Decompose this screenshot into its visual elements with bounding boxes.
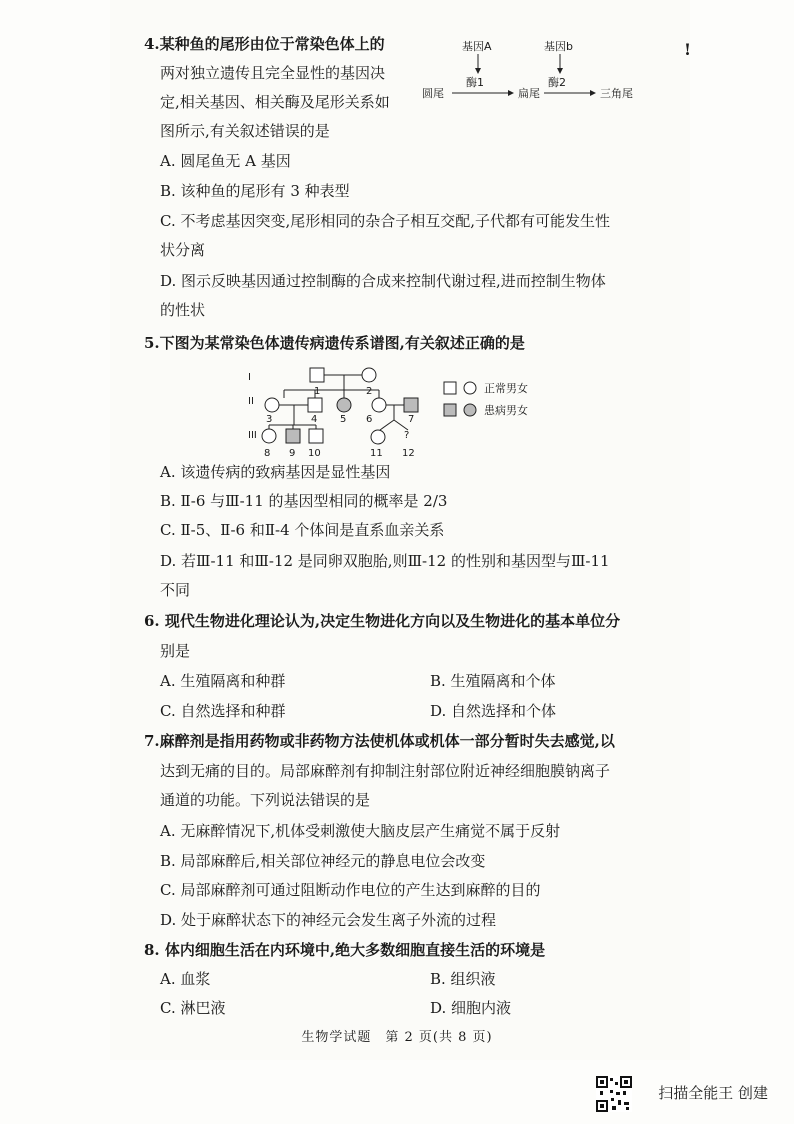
gene-b-label: 基因b: [544, 40, 573, 53]
q7-line-2: 达到无痛的目的。局部麻醉剂有抑制注射部位附近神经细胞膜钠离子: [160, 762, 611, 780]
q4-line-3: 定,相关基因、相关酶及尾形关系如: [160, 93, 390, 111]
individual-7: [404, 398, 418, 412]
q5-option-d-cont: 不同: [160, 581, 191, 599]
q4-option-a: A. 圆尾鱼无 A 基因: [160, 152, 291, 170]
number-1: 1: [314, 386, 321, 397]
scanner-watermark: 扫描全能王 创建: [658, 1084, 768, 1102]
individual-3: [265, 398, 279, 412]
q5-option-d: D. 若Ⅲ-11 和Ⅲ-12 是同卵双胞胎,则Ⅲ-12 的性别和基因型与Ⅲ-11: [160, 552, 610, 570]
individual-9: [286, 429, 300, 443]
gen-label-1: I: [248, 372, 251, 383]
number-6: 6: [366, 414, 373, 425]
q4-line-4: 图所示,有关叙述错误的是: [160, 122, 330, 140]
unknown-twin-mark: ?: [404, 430, 410, 441]
number-11: 11: [370, 448, 383, 459]
enzyme-pathway-diagram: [420, 30, 650, 110]
pedigree-chart: [244, 360, 584, 460]
flat-tail-label: 扁尾: [518, 87, 540, 100]
q6-line-1: 6. 现代生物进化理论认为,决定生物进化方向以及生物进化的基本单位分: [144, 612, 621, 630]
q7-line-1: 7.麻醉剂是指用药物或非药物方法使机体或机体一部分暂时失去感觉,以: [144, 732, 615, 750]
legend-normal-female: [464, 382, 476, 394]
q6-option-d: D. 自然选择和个体: [430, 702, 557, 720]
number-10: 10: [308, 448, 321, 459]
q8-option-d: D. 细胞内液: [430, 999, 512, 1017]
number-4: 4: [311, 414, 318, 425]
q7-option-a: A. 无麻醉情况下,机体受刺激使大脑皮层产生痛觉不属于反射: [160, 822, 561, 840]
q5-option-b: B. Ⅱ-6 与Ⅲ-11 的基因型相同的概率是 2/3: [160, 492, 448, 510]
q7-option-d: D. 处于麻醉状态下的神经元会发生离子外流的过程: [160, 911, 497, 929]
q5-option-c: C. Ⅱ-5、Ⅱ-6 和Ⅱ-4 个体间是直系血亲关系: [160, 521, 445, 539]
q8-stem: 8. 体内细胞生活在内环境中,绝大多数细胞直接生活的环境是: [144, 941, 546, 959]
q5-stem: 5.下图为某常染色体遗传病遗传系谱图,有关叙述正确的是: [144, 334, 525, 352]
individual-4: [308, 398, 322, 412]
q6-option-b: B. 生殖隔离和个体: [430, 672, 556, 690]
number-8: 8: [264, 448, 271, 459]
q8-option-b: B. 组织液: [430, 970, 496, 988]
q8-option-a: A. 血浆: [160, 970, 211, 988]
page-footer: 生物学试题 第 2 页(共 8 页): [301, 1030, 493, 1045]
legend-affected-female: [464, 404, 476, 416]
gen-label-2: II: [248, 396, 254, 407]
q5-option-a: A. 该遗传病的致病基因是显性基因: [160, 463, 391, 481]
number-3: 3: [266, 414, 273, 425]
number-12: 12: [402, 448, 415, 459]
q7-line-3: 通道的功能。下列说法错误的是: [160, 791, 371, 809]
q4-option-b: B. 该种鱼的尾形有 3 种表型: [160, 182, 350, 200]
number-2: 2: [366, 386, 373, 397]
q6-line-2: 别是: [160, 642, 191, 660]
individual-5: [337, 398, 351, 412]
individual-1: [310, 368, 324, 382]
q8-option-c: C. 淋巴液: [160, 999, 226, 1017]
individual-11: [371, 430, 385, 444]
individual-2: [362, 368, 376, 382]
qr-code-icon: [596, 1076, 632, 1112]
q4-option-d-cont: 的性状: [160, 301, 206, 319]
q6-option-a: A. 生殖隔离和种群: [160, 672, 286, 690]
q7-option-b: B. 局部麻醉后,相关部位神经元的静息电位会改变: [160, 852, 486, 870]
q4-option-c-cont: 状分离: [160, 241, 206, 259]
number-7: 7: [408, 414, 415, 425]
individual-8: [262, 429, 276, 443]
legend-normal-male: [444, 382, 456, 394]
q7-option-c: C. 局部麻醉剂可通过阻断动作电位的产生达到麻醉的目的: [160, 881, 541, 899]
legend-affected-label: 患病男女: [484, 404, 528, 417]
margin-mark: !: [684, 40, 692, 59]
gen-label-3: III: [248, 430, 257, 441]
individual-10: [309, 429, 323, 443]
q4-line-2: 两对独立遗传且完全显性的基因决: [160, 64, 386, 82]
q4-option-c: C. 不考虑基因突变,尾形相同的杂合子相互交配,子代都有可能发生性: [160, 212, 611, 230]
q6-option-c: C. 自然选择和种群: [160, 702, 286, 720]
gene-a-label: 基因A: [462, 40, 492, 53]
enzyme-1-label: 酶1: [466, 76, 484, 89]
number-9: 9: [289, 448, 296, 459]
legend-affected-male: [444, 404, 456, 416]
legend-normal-label: 正常男女: [484, 382, 528, 395]
round-tail-label: 圆尾: [422, 87, 444, 100]
q4-line-1: 4.某种鱼的尾形由位于常染色体上的: [144, 35, 385, 53]
enzyme-2-label: 酶2: [548, 76, 566, 89]
triangle-tail-label: 三角尾: [600, 87, 633, 100]
q4-option-d: D. 图示反映基因通过控制酶的合成来控制代谢过程,进而控制生物体: [160, 272, 606, 290]
individual-6: [372, 398, 386, 412]
number-5: 5: [340, 414, 347, 425]
